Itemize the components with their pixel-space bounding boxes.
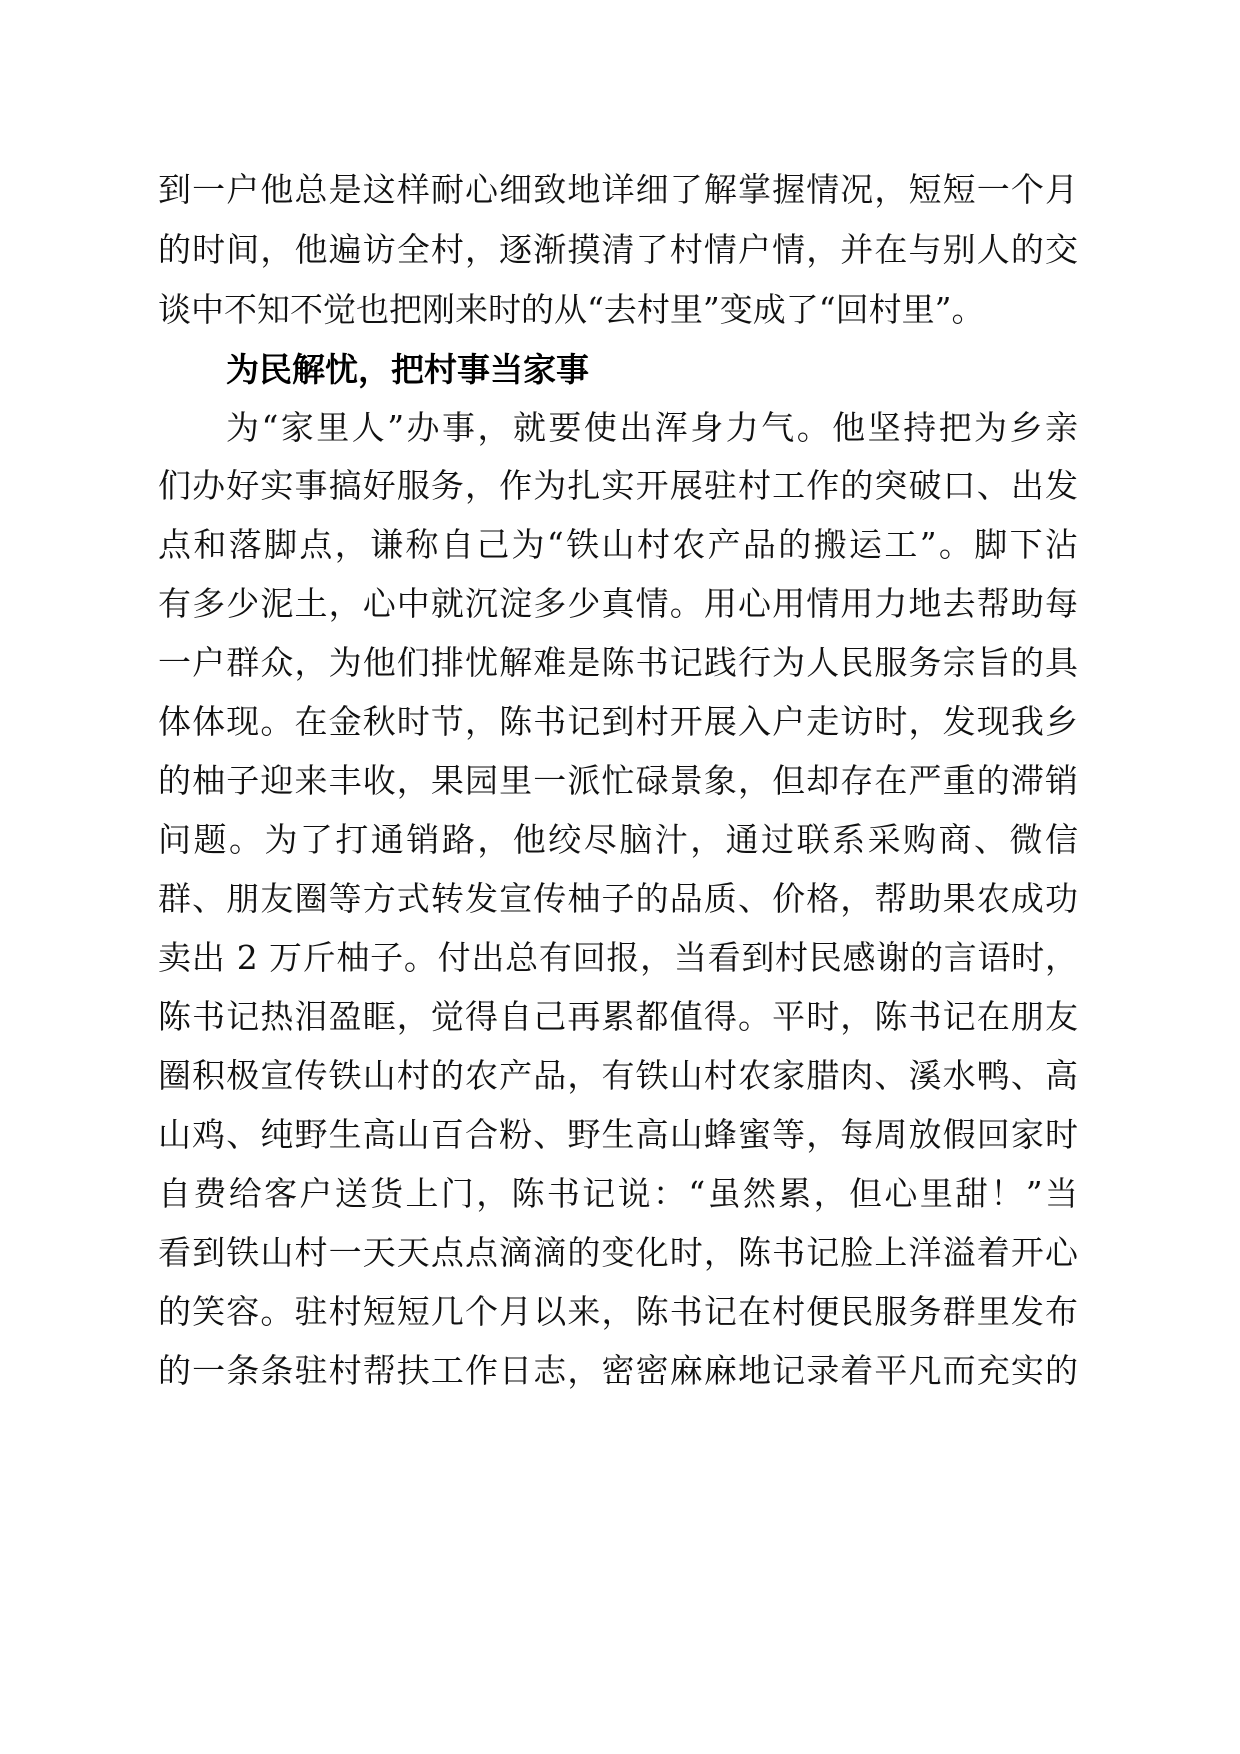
text-line: 陈书记热泪盈眶，觉得自己再累都值得。平时，陈书记在朋友 xyxy=(158,997,1078,1036)
text-line: 一户群众，为他们排忧解难是陈书记践行为人民服务宗旨的具 xyxy=(158,643,1078,682)
text-line: 的时间，他遍访全村，逐渐摸清了村情户情，并在与别人的交 xyxy=(158,230,1078,269)
section-heading: 为民解忧，把村事当家事 xyxy=(226,350,589,389)
text-line: 谈中不知不觉也把刚来时的从“去村里”变成了“回村里”。 xyxy=(158,290,985,329)
text-line: 自费给客户送货上门，陈书记说：“虽然累，但心里甜！”当 xyxy=(158,1174,1078,1213)
text-line: 问题。为了打通销路，他绞尽脑汁，通过联系采购商、微信 xyxy=(158,820,1078,859)
text-line: 到一户他总是这样耐心细致地详细了解掌握情况，短短一个月 xyxy=(158,170,1078,209)
text-line: 山鸡、纯野生高山百合粉、野生高山蜂蜜等，每周放假回家时 xyxy=(158,1115,1078,1154)
text-line: 圈积极宣传铁山村的农产品，有铁山村农家腊肉、溪水鸭、高 xyxy=(158,1056,1078,1095)
text-line: 看到铁山村一天天点点滴滴的变化时，陈书记脸上洋溢着开心 xyxy=(158,1233,1078,1272)
text-line: 体体现。在金秋时节，陈书记到村开展入户走访时，发现我乡 xyxy=(158,702,1078,741)
text-line: 的笑容。驻村短短几个月以来，陈书记在村便民服务群里发布 xyxy=(158,1292,1078,1331)
text-line: 的一条条驻村帮扶工作日志，密密麻麻地记录着平凡而充实的 xyxy=(158,1351,1078,1390)
text-line: 的柚子迎来丰收，果园里一派忙碌景象，但却存在严重的滞销 xyxy=(158,761,1078,800)
text-line: 群、朋友圈等方式转发宣传柚子的品质、价格，帮助果农成功 xyxy=(158,879,1078,918)
text-line: 为“家里人”办事，就要使出浑身力气。他坚持把为乡亲 xyxy=(226,408,1078,447)
text-line: 点和落脚点，谦称自己为“铁山村农产品的搬运工”。脚下沾 xyxy=(158,525,1078,564)
text-line: 卖出 2 万斤柚子。付出总有回报，当看到村民感谢的言语时， xyxy=(158,938,1078,977)
text-line: 有多少泥土，心中就沉淀多少真情。用心用情用力地去帮助每 xyxy=(158,584,1078,623)
text-line: 们办好实事搞好服务，作为扎实开展驻村工作的突破口、出发 xyxy=(158,466,1078,505)
